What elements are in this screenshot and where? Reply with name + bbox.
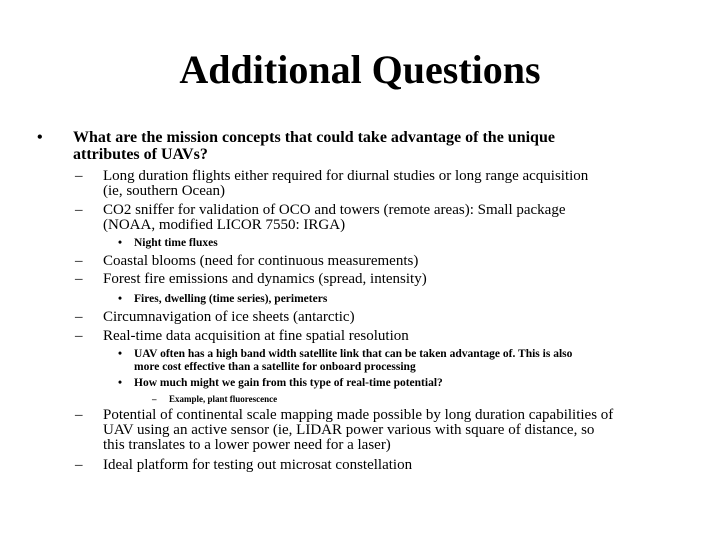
bullet-dash: – <box>75 407 83 423</box>
sub-bullet-line: Coastal blooms (need for continuous measurements) <box>103 253 419 269</box>
bullet-dash: – <box>75 457 83 473</box>
bullet-dash: – <box>75 253 83 269</box>
sub-sub-bullet: UAV often has a high band width satellite link that can be taken advantage of. This is also <box>134 348 573 360</box>
bullet-dot: • <box>118 293 123 305</box>
bullet-dash: – <box>75 202 83 218</box>
sub-bullet-line: this translates to a lower power need for a laser) <box>103 437 391 453</box>
sub-bullet-line: UAV using an active sensor (ie, LIDAR power various with square of distance, so <box>103 422 595 438</box>
bullet-dash: – <box>75 271 83 287</box>
sub-bullet-line: (NOAA, modified LICOR 7550: IRGA) <box>103 217 346 233</box>
bullet-dot: • <box>37 129 43 146</box>
bullet-dot: • <box>118 348 123 360</box>
sub-bullet-line: Circumnavigation of ice sheets (antarctic) <box>103 309 355 325</box>
sub-bullet-line: Real-time data acquisition at fine spatial resolution <box>103 328 409 344</box>
sub-bullet-line: CO2 sniffer for validation of OCO and towers (remote areas): Small package <box>103 202 566 218</box>
sub-sub-bullet: Night time fluxes <box>134 237 218 249</box>
bullet-dash: – <box>75 168 83 184</box>
question-line: What are the mission concepts that could take advantage of the unique <box>73 129 555 146</box>
sub-sub-bullet: Fires, dwelling (time series), perimeters <box>134 293 328 305</box>
sub-sub-bullet: How much might we gain from this type of real-time potential? <box>134 377 443 389</box>
bullet-dash: – <box>75 328 83 344</box>
sub-bullet-line: Potential of continental scale mapping made possible by long duration capabilities of <box>103 407 614 423</box>
sub-bullet-line: Forest fire emissions and dynamics (spread, intensity) <box>103 271 427 287</box>
sub-bullet-line: Long duration flights either required for diurnal studies or long range acquisition <box>103 168 589 184</box>
slide-title: Additional Questions <box>179 47 541 92</box>
bullet-dash: – <box>152 394 157 404</box>
sub-bullet-line: Ideal platform for testing out microsat constellation <box>103 457 413 473</box>
sub-bullet-line: (ie, southern Ocean) <box>103 183 226 199</box>
bullet-dot: • <box>118 237 123 249</box>
bullet-dot: • <box>118 377 123 389</box>
question-line: attributes of UAVs? <box>73 146 208 163</box>
bullet-dash: – <box>75 309 83 325</box>
level4-bullet: Example, plant fluorescence <box>169 394 278 404</box>
sub-sub-bullet: more cost effective than a satellite for onboard processing <box>134 361 416 373</box>
